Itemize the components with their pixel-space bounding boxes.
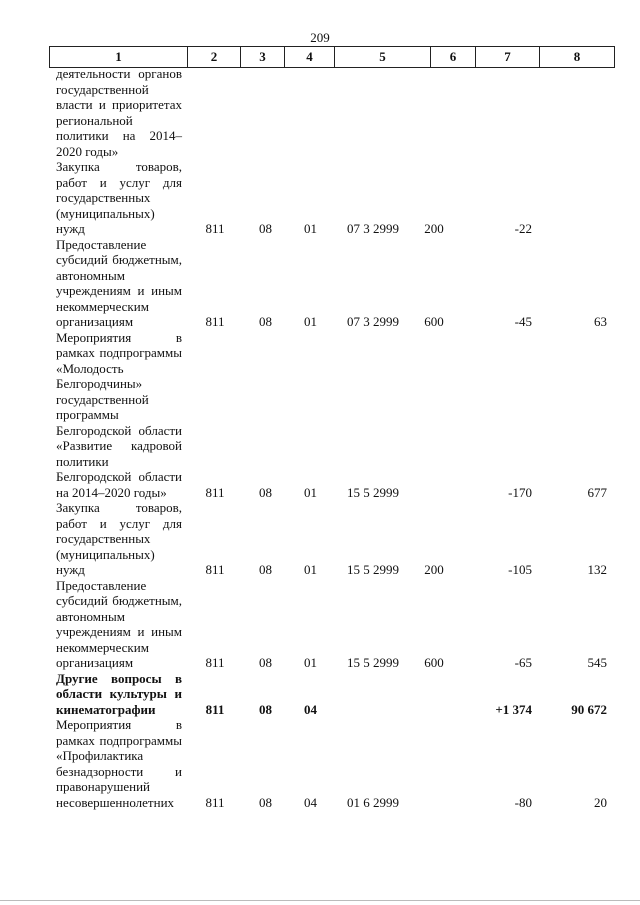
cell-target-article: 07 3 2999: [347, 221, 399, 236]
cell-target-article: 15 5 2999: [347, 484, 399, 500]
page-number: 209: [310, 30, 330, 45]
cell-change: -80: [514, 794, 532, 810]
description-line: Предоставление: [56, 577, 147, 593]
cell-target-article: 15 5 2999: [347, 655, 399, 670]
cell-expense-type: 600: [424, 314, 444, 329]
cell-code: 811: [205, 484, 225, 500]
description-line: нужд: [56, 221, 85, 236]
description-line: рамках подпрограммы: [56, 732, 182, 748]
cell-change: -170: [508, 484, 532, 500]
description-line: организациям: [56, 314, 134, 329]
cell-code: 811: [205, 655, 225, 670]
description-line: учреждениям и иным: [56, 624, 182, 639]
description-line: рамках подпрограммы: [56, 345, 182, 360]
cell-subsection: 01: [304, 314, 317, 329]
cell-change: -105: [508, 562, 532, 577]
description-line: «Профилактика: [56, 748, 144, 763]
cell-subsection: 01: [304, 655, 317, 670]
cell-section: 08: [259, 314, 272, 329]
description-line: государственной: [56, 391, 149, 407]
description-line: политики на 2014–: [56, 128, 182, 143]
description-line: организациям: [56, 655, 134, 670]
row-description: [56, 717, 182, 810]
cell-expense-type: 200: [424, 221, 444, 236]
description-line: Мероприятия в: [56, 329, 182, 345]
description-line: (муниципальных): [56, 205, 155, 221]
cell-code: 811: [205, 794, 225, 810]
row-description: [56, 159, 182, 237]
description-line: безнадзорности и: [56, 763, 182, 779]
cell-section: 08: [259, 484, 272, 500]
cell-code: 811: [205, 221, 225, 236]
column-header-2: 2: [187, 47, 240, 67]
description-line: Другие вопросы в: [56, 670, 182, 686]
cell-subsection: 01: [304, 221, 317, 236]
description-line: кинематографии: [56, 701, 156, 717]
description-line: работ и услуг для: [56, 174, 182, 190]
row-description: [56, 330, 182, 501]
description-line: «Молодость: [56, 360, 124, 376]
cell-subsection: 04: [304, 701, 317, 717]
row-description: [56, 237, 182, 330]
row-description: [56, 671, 182, 718]
description-line: власти и приоритетах: [56, 97, 182, 112]
cell-subsection: 01: [304, 484, 317, 500]
description-line: работ и услуг для: [56, 515, 182, 531]
cell-total: 63: [594, 314, 607, 329]
description-line: (муниципальных): [56, 546, 155, 562]
description-line: Белгородчины»: [56, 376, 143, 391]
cell-section: 08: [259, 701, 272, 717]
column-header-8: 8: [539, 47, 615, 67]
description-line: государственных: [56, 531, 151, 546]
cell-target-article: 15 5 2999: [347, 562, 399, 577]
cell-total: 545: [587, 655, 607, 670]
cell-expense-type: 600: [424, 655, 444, 670]
cell-code: 811: [205, 314, 225, 329]
cell-total: 677: [587, 484, 607, 500]
cell-change: +1 374: [495, 701, 532, 717]
cell-total: 132: [587, 562, 607, 577]
row-description: [56, 66, 182, 159]
description-line: автономным: [56, 608, 125, 624]
cell-target-article: 01 6 2999: [347, 794, 399, 810]
description-line: несовершеннолетних: [56, 794, 175, 810]
cell-section: 08: [259, 655, 272, 670]
description-line: деятельности органов: [56, 66, 182, 81]
description-line: области культуры и: [56, 686, 182, 701]
description-line: политики: [56, 453, 109, 469]
cell-code: 811: [205, 562, 225, 577]
column-header-5: 5: [334, 47, 430, 67]
description-line: Мероприятия в: [56, 717, 182, 732]
description-line: Закупка товаров,: [56, 159, 182, 174]
description-line: Предоставление: [56, 236, 147, 252]
description-line: учреждениям и иным: [56, 283, 182, 298]
column-header-1: 1: [49, 47, 187, 67]
description-line: Белгородской области: [56, 469, 182, 484]
cell-total: 20: [594, 794, 607, 810]
column-header-6: 6: [430, 47, 475, 67]
cell-section: 08: [259, 794, 272, 810]
cell-change: -65: [514, 655, 532, 670]
description-line: Закупка товаров,: [56, 500, 182, 515]
cell-change: -22: [514, 221, 532, 236]
description-line: программы: [56, 407, 119, 422]
description-line: «Развитие кадровой: [56, 438, 182, 453]
cell-section: 08: [259, 562, 272, 577]
page-bottom-rule: [0, 900, 640, 901]
column-header-3: 3: [240, 47, 284, 67]
description-line: субсидий бюджетным,: [56, 252, 182, 267]
description-line: правонарушений: [56, 779, 150, 794]
column-header-7: 7: [475, 47, 539, 67]
cell-expense-type: 200: [424, 562, 444, 577]
cell-section: 08: [259, 221, 272, 236]
cell-subsection: 04: [304, 794, 317, 810]
description-line: субсидий бюджетным,: [56, 593, 182, 608]
row-description: [56, 500, 182, 578]
column-header-4: 4: [284, 47, 334, 67]
cell-total: 90 672: [571, 701, 607, 717]
description-line: некоммерческим: [56, 639, 149, 655]
description-line: Белгородской области: [56, 422, 182, 438]
row-description: [56, 578, 182, 671]
description-line: государственной: [56, 81, 149, 97]
cell-change: -45: [514, 314, 532, 329]
cell-target-article: 07 3 2999: [347, 314, 399, 329]
description-line: региональной: [56, 112, 133, 128]
description-line: государственных: [56, 190, 151, 205]
description-line: некоммерческим: [56, 298, 149, 314]
table-header: [49, 46, 615, 68]
description-line: 2020 годы»: [56, 143, 119, 159]
description-line: на 2014–2020 годы»: [56, 484, 167, 500]
description-line: автономным: [56, 267, 125, 283]
description-line: нужд: [56, 562, 85, 577]
cell-subsection: 01: [304, 562, 317, 577]
cell-code: 811: [205, 701, 225, 717]
